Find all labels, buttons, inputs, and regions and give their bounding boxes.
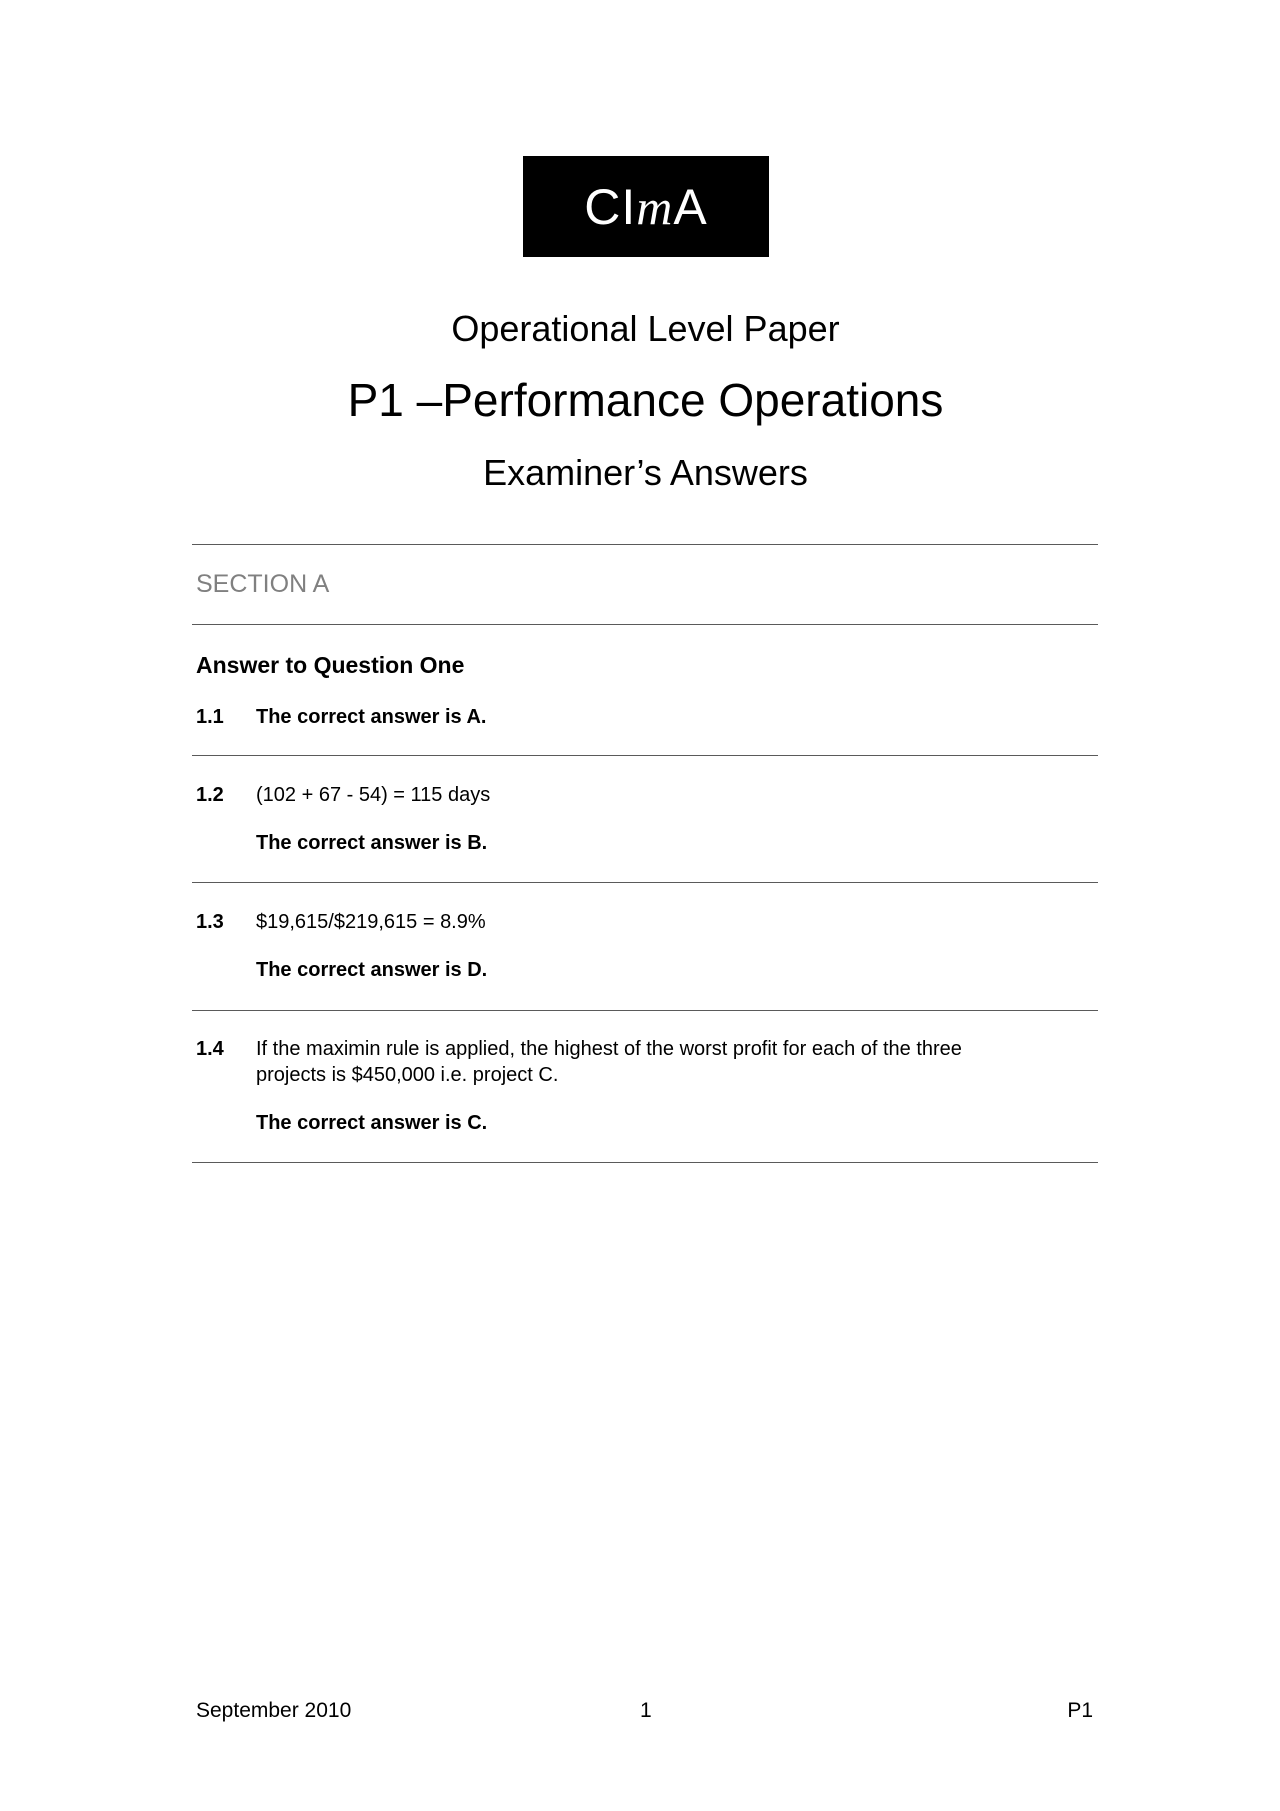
divider <box>192 544 1098 545</box>
divider <box>192 624 1098 625</box>
examiners-answers-heading: Examiner’s Answers <box>483 452 808 493</box>
working-text: projects is $450,000 i.e. project C. <box>256 1064 559 1086</box>
paper-level-subtitle: Operational Level Paper <box>451 308 840 349</box>
working-text: (102 + 67 - 54) = 115 days <box>256 784 491 806</box>
correct-answer: The correct answer is D. <box>256 959 488 981</box>
item-number: 1.3 <box>196 911 224 933</box>
footer-page-number: 1 <box>640 1699 652 1722</box>
footer-date: September 2010 <box>196 1699 352 1722</box>
correct-answer: The correct answer is A. <box>256 706 487 728</box>
divider <box>192 1010 1098 1011</box>
footer-paper-code: P1 <box>1067 1699 1093 1722</box>
item-number: 1.4 <box>196 1038 224 1060</box>
divider <box>192 882 1098 883</box>
question-heading: Answer to Question One <box>196 652 465 678</box>
paper-title: P1 –Performance Operations <box>347 374 944 426</box>
svg-text:CImA: CImA <box>584 178 708 235</box>
item-number: 1.1 <box>196 706 224 728</box>
correct-answer: The correct answer is C. <box>256 1112 488 1134</box>
cima-logo-wordmark <box>566 177 726 237</box>
working-text: If the maximin rule is applied, the highest of the worst profit for each of the three <box>256 1038 962 1060</box>
correct-answer: The correct answer is B. <box>256 832 488 854</box>
working-text: $19,615/$219,615 = 8.9% <box>256 911 486 933</box>
divider <box>192 755 1098 756</box>
cima-logo <box>523 156 769 257</box>
divider <box>192 1162 1098 1163</box>
item-number: 1.2 <box>196 784 224 806</box>
section-label: SECTION A <box>196 570 330 598</box>
